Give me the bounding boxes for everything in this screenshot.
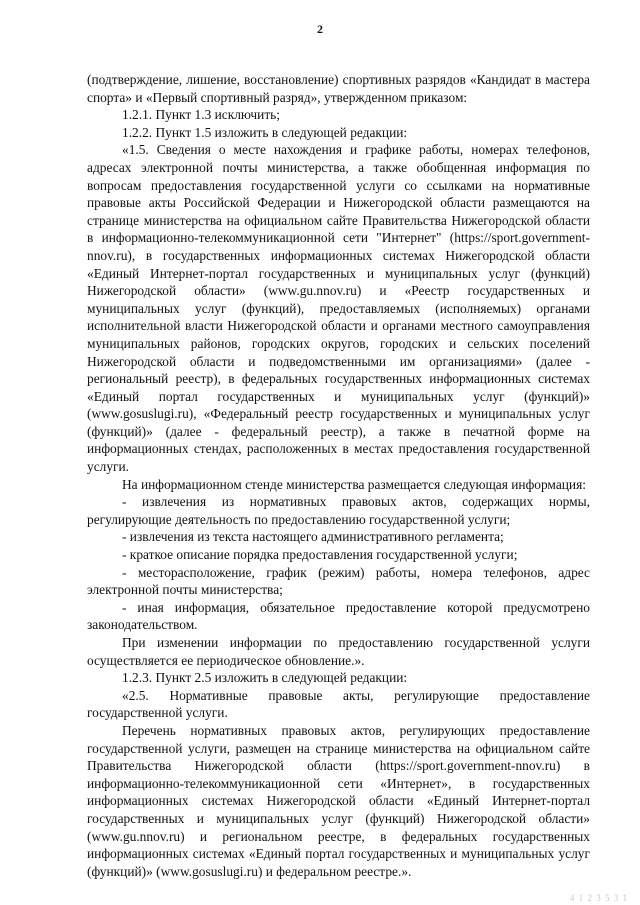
paragraph-clause-2-5: «2.5. Нормативные правовые акты, регулирующие предоставление государственной услуги. [87, 687, 590, 721]
list-item-regulation-text: - извлечения из текста настоящего административного регламента; [122, 529, 504, 545]
paragraph-acts-list: Перечень нормативных правовых актов, регулирующих предоставление государственной услуги, размещен на странице министерства на официальном сайте Правительства Нижегородской области (https://sport.government-nnov.ru) в информационно-телекоммуникационной сети «Интернет», в государственных информационных системах Нижегородской области «Единый Интернет-портал государственных и муниципальных услуг (функций) Нижегородской области» (www.gu.nnov.ru) и региональном реестре, в федеральных государственных информационных системах «Единый портал государственных и муниципальных услуг (функций)» (www.gosuslugi.ru) и федеральном реестре.». [87, 722, 590, 879]
paragraph-clause-1-5: «1.5. Сведения о месте нахождения и графике работы, номерах телефонов, адресах электронной почты министерства, а также обобщенная информация по вопросам предоставления государственной услуги со ссылками на нормативные правовые акты Российской Федерации и Нижегородской области размещаются на странице министерства на официальном сайте Правительства Нижегородской области в информационно-телекоммуникационной сети "Интернет" (https://sport.government-nnov.ru), в государственных информационных системах Нижегородской области «Единый Интернет-портал государственных и муниципальных услуг (функций) Нижегородской области» (www.gu.nnov.ru) и «Реестр государственных и муниципальных услуг (функций), предоставляемых (исполняемых) органами исполнительной власти Нижегородской области и органами местного самоуправления муниципальных районов, городских округов, городских и сельских поселений Нижегородской области и подведомственными им организациями» (далее - региональный реестр), в федеральных государственных информационных системах «Единый портал государственных и муниципальных услуг (функций)» (www.gosuslugi.ru), «Федеральный реестр государственных и муниципальных услуг (функций)» (далее - федеральный реестр), а также в печатной форме на информационных стендах, расположенных в местах предоставления государственной услуги. [87, 142, 590, 475]
paragraph-item-1-2-2: 1.2.2. Пункт 1.5 изложить в следующей редакции: [122, 124, 408, 140]
list-item-extracts: - извлечения из нормативных правовых актов, содержащих нормы, регулирующие деятельность по предоставлению государственной услуги; [87, 494, 590, 527]
list-item-procedure: - краткое описание порядка предоставления государственной услуги; [122, 547, 518, 563]
paragraph-stand-info: На информационном стенде министерства размещается следующая информация: [122, 476, 586, 492]
page-number: 2 [317, 22, 323, 36]
paragraph-continuation: (подтверждение, лишение, восстановление) спортивных разрядов «Кандидат в мастера спорта» и «Первый спортивный разряд», утвержденном приказом: [87, 72, 590, 105]
document-body [87, 71, 590, 880]
paragraph-item-1-2-3: 1.2.3. Пункт 2.5 изложить в следующей редакции: [122, 670, 408, 686]
paragraph-update: При изменении информации по предоставлению государственной услуги осуществляется ее периодическое обновление.». [87, 635, 590, 668]
list-item-location: - месторасположение, график (режим) работы, номера телефонов, адрес электронной почты министерства; [87, 564, 590, 598]
list-item-other-info: - иная информация, обязательное предоставление которой предусмотрено законодательством. [87, 599, 590, 633]
scan-mark: 4 1 2 3 5 3 1 [570, 893, 628, 903]
paragraph-item-1-2-1: 1.2.1. Пункт 1.3 исключить; [122, 107, 280, 123]
